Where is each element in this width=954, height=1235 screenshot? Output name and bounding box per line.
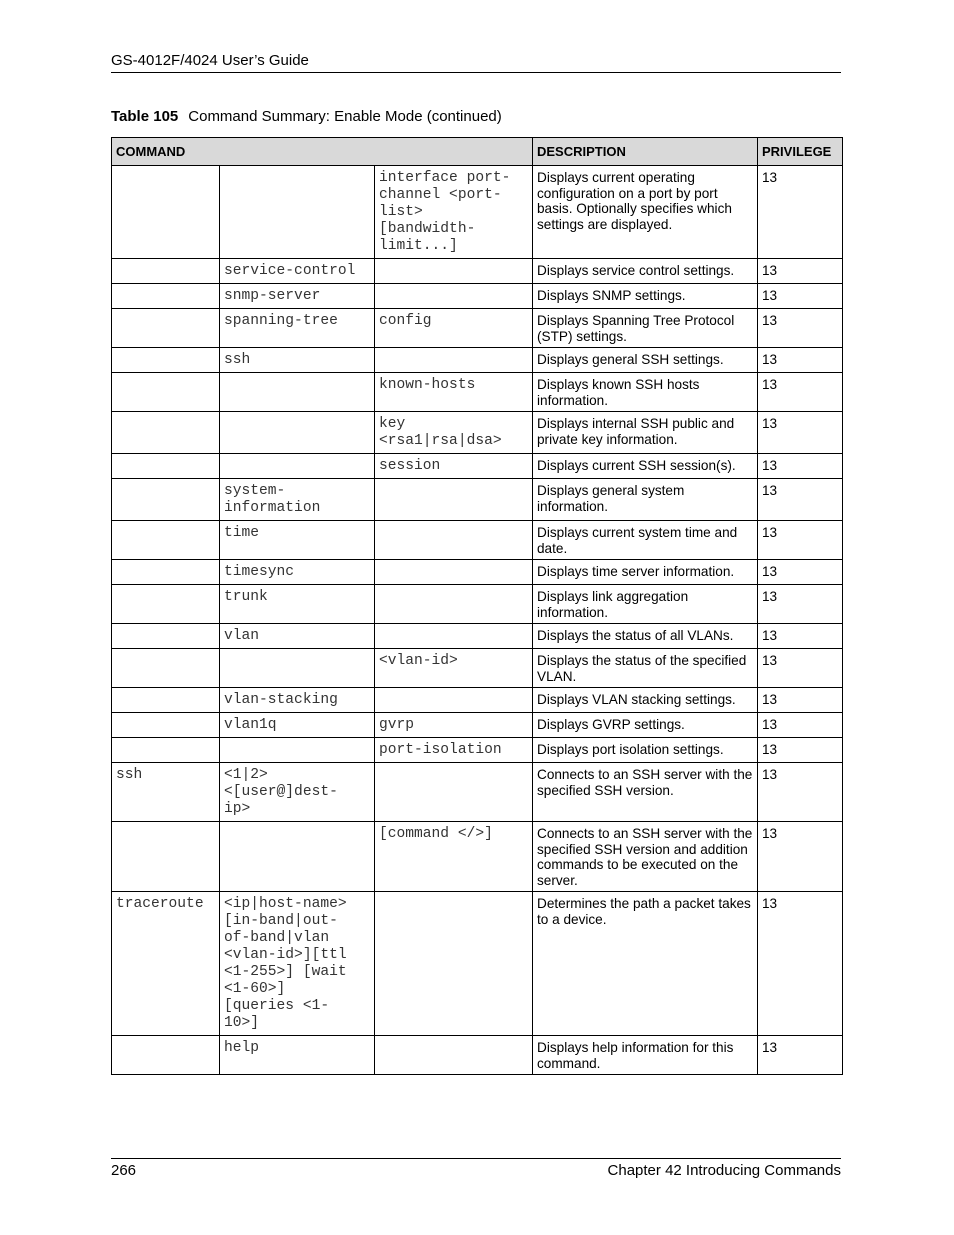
command-cell: [112, 454, 220, 479]
subcommand-cell: <1|2> <[user@]dest- ip>: [220, 763, 375, 822]
command-cell: [112, 624, 220, 649]
privilege-cell: 13: [758, 373, 843, 412]
command-cell: [112, 373, 220, 412]
privilege-cell: 13: [758, 560, 843, 585]
table-row: [112, 892, 843, 1036]
subcommand-cell: [220, 373, 375, 412]
header-divider: [111, 72, 841, 73]
table-row: [112, 373, 843, 412]
privilege-cell: 13: [758, 892, 843, 1036]
command-cell: [112, 822, 220, 892]
option-cell: [375, 763, 533, 822]
command-cell: [112, 284, 220, 309]
table-row: [112, 822, 843, 892]
subcommand-cell: timesync: [220, 560, 375, 585]
column-header-description: DESCRIPTION: [533, 138, 758, 166]
table-row: [112, 284, 843, 309]
table-row: [112, 259, 843, 284]
description-cell: Displays current SSH session(s).: [533, 454, 758, 479]
subcommand-cell: [220, 649, 375, 688]
privilege-cell: 13: [758, 649, 843, 688]
page-number: 266: [111, 1162, 137, 1179]
table-row: [112, 688, 843, 713]
option-cell: session: [375, 454, 533, 479]
footer-divider: [111, 1158, 841, 1159]
privilege-cell: 13: [758, 763, 843, 822]
command-cell: [112, 166, 220, 259]
option-cell: [375, 585, 533, 624]
option-cell: <vlan-id>: [375, 649, 533, 688]
command-cell: [112, 713, 220, 738]
description-cell: Connects to an SSH server with the specified SSH version.: [533, 763, 758, 822]
table-header-row: [112, 138, 843, 166]
subcommand-cell: [220, 454, 375, 479]
running-header: GS-4012F/4024 User’s Guide: [111, 52, 309, 69]
privilege-cell: 13: [758, 585, 843, 624]
privilege-cell: 13: [758, 713, 843, 738]
table-row: [112, 521, 843, 560]
option-cell: [375, 348, 533, 373]
command-cell: [112, 348, 220, 373]
subcommand-cell: spanning-tree: [220, 309, 375, 348]
option-cell: port-isolation: [375, 738, 533, 763]
table-row: [112, 738, 843, 763]
option-cell: known-hosts: [375, 373, 533, 412]
subcommand-cell: vlan1q: [220, 713, 375, 738]
option-cell: [375, 479, 533, 521]
subcommand-cell: [220, 738, 375, 763]
subcommand-cell: snmp-server: [220, 284, 375, 309]
subcommand-cell: [220, 166, 375, 259]
command-cell: [112, 309, 220, 348]
privilege-cell: 13: [758, 309, 843, 348]
command-cell: traceroute: [112, 892, 220, 1036]
description-cell: Displays help information for this command.: [533, 1036, 758, 1075]
description-cell: Displays general system information.: [533, 479, 758, 521]
privilege-cell: 13: [758, 624, 843, 649]
option-cell: [375, 688, 533, 713]
command-cell: ssh: [112, 763, 220, 822]
description-cell: Displays internal SSH public and private key information.: [533, 412, 758, 454]
command-cell: [112, 649, 220, 688]
option-cell: [command </>]: [375, 822, 533, 892]
table-row: [112, 585, 843, 624]
table-row: [112, 412, 843, 454]
option-cell: [375, 892, 533, 1036]
subcommand-cell: trunk: [220, 585, 375, 624]
description-cell: Displays the status of the specified VLAN.: [533, 649, 758, 688]
description-cell: Displays service control settings.: [533, 259, 758, 284]
privilege-cell: 13: [758, 348, 843, 373]
option-cell: interface port- channel <port- list> [bandwidth- limit...]: [375, 166, 533, 259]
chapter-title: Chapter 42 Introducing Commands: [607, 1162, 841, 1179]
description-cell: Determines the path a packet takes to a device.: [533, 892, 758, 1036]
command-cell: [112, 259, 220, 284]
subcommand-cell: service-control: [220, 259, 375, 284]
table-row: [112, 624, 843, 649]
table-row: [112, 713, 843, 738]
subcommand-cell: ssh: [220, 348, 375, 373]
option-cell: config: [375, 309, 533, 348]
privilege-cell: 13: [758, 688, 843, 713]
description-cell: Connects to an SSH server with the specified SSH version and addition commands to be executed on the server.: [533, 822, 758, 892]
command-cell: [112, 521, 220, 560]
privilege-cell: 13: [758, 822, 843, 892]
option-cell: [375, 284, 533, 309]
privilege-cell: 13: [758, 521, 843, 560]
privilege-cell: 13: [758, 1036, 843, 1075]
table-row: [112, 560, 843, 585]
subcommand-cell: <ip|host-name> [in-band|out- of-band|vlan <vlan-id>][ttl <1-255>] [wait <1-60>] [queries <1- 10>]: [220, 892, 375, 1036]
description-cell: Displays the status of all VLANs.: [533, 624, 758, 649]
table-row: [112, 763, 843, 822]
option-cell: [375, 259, 533, 284]
privilege-cell: 13: [758, 479, 843, 521]
option-cell: key <rsa1|rsa|dsa>: [375, 412, 533, 454]
description-cell: Displays SNMP settings.: [533, 284, 758, 309]
privilege-cell: 13: [758, 738, 843, 763]
subcommand-cell: time: [220, 521, 375, 560]
command-cell: [112, 412, 220, 454]
subcommand-cell: system- information: [220, 479, 375, 521]
table-title: Command Summary: Enable Mode (continued): [188, 108, 502, 125]
table-row: [112, 348, 843, 373]
command-cell: [112, 738, 220, 763]
description-cell: Displays current operating configuration on a port by port basis. Optionally specifies which settings are displayed.: [533, 166, 758, 259]
column-header-command: COMMAND: [112, 138, 533, 166]
table-row: [112, 1036, 843, 1075]
privilege-cell: 13: [758, 412, 843, 454]
description-cell: Displays known SSH hosts information.: [533, 373, 758, 412]
table-caption: [111, 108, 502, 125]
command-cell: [112, 560, 220, 585]
subcommand-cell: help: [220, 1036, 375, 1075]
description-cell: Displays VLAN stacking settings.: [533, 688, 758, 713]
description-cell: Displays current system time and date.: [533, 521, 758, 560]
subcommand-cell: vlan: [220, 624, 375, 649]
privilege-cell: 13: [758, 284, 843, 309]
description-cell: Displays port isolation settings.: [533, 738, 758, 763]
option-cell: [375, 521, 533, 560]
command-summary-table: [111, 137, 843, 1075]
subcommand-cell: [220, 822, 375, 892]
table-row: [112, 479, 843, 521]
table-row: [112, 454, 843, 479]
description-cell: Displays link aggregation information.: [533, 585, 758, 624]
table-row: [112, 166, 843, 259]
table-row: [112, 649, 843, 688]
option-cell: [375, 624, 533, 649]
description-cell: Displays GVRP settings.: [533, 713, 758, 738]
privilege-cell: 13: [758, 166, 843, 259]
command-cell: [112, 1036, 220, 1075]
command-cell: [112, 688, 220, 713]
table-number: Table 105: [111, 108, 179, 125]
command-cell: [112, 585, 220, 624]
option-cell: [375, 560, 533, 585]
description-cell: Displays Spanning Tree Protocol (STP) settings.: [533, 309, 758, 348]
column-header-privilege: PRIVILEGE: [758, 138, 843, 166]
description-cell: Displays time server information.: [533, 560, 758, 585]
privilege-cell: 13: [758, 454, 843, 479]
table-row: [112, 309, 843, 348]
command-cell: [112, 479, 220, 521]
option-cell: [375, 1036, 533, 1075]
option-cell: gvrp: [375, 713, 533, 738]
description-cell: Displays general SSH settings.: [533, 348, 758, 373]
privilege-cell: 13: [758, 259, 843, 284]
subcommand-cell: [220, 412, 375, 454]
subcommand-cell: vlan-stacking: [220, 688, 375, 713]
